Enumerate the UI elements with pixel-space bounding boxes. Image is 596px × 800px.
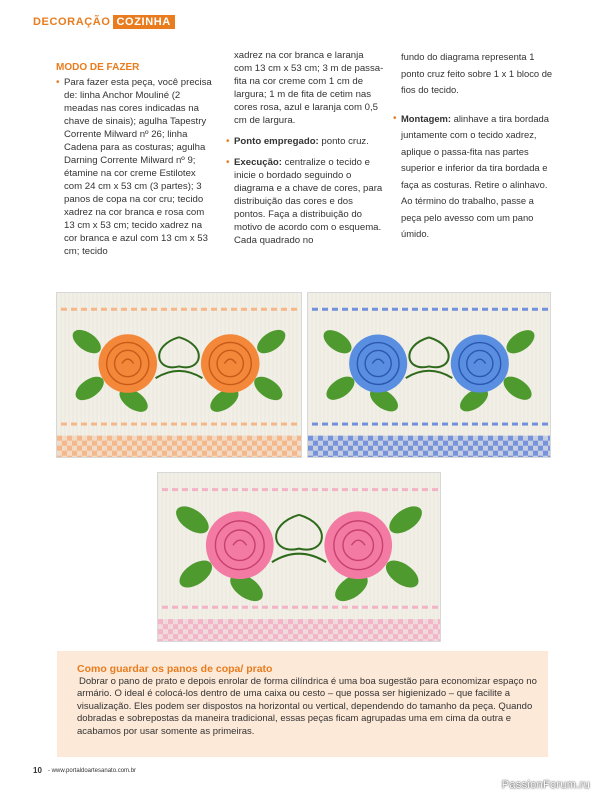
ribbon-stitch xyxy=(442,308,448,311)
ribbon-stitch xyxy=(171,423,177,426)
ribbon-stitch xyxy=(322,606,328,609)
page-number: 10 xyxy=(33,766,42,775)
page-header xyxy=(33,15,175,29)
ribbon-stitch xyxy=(211,423,217,426)
ribbon-stitch xyxy=(542,423,548,426)
ribbon-stitch xyxy=(252,488,258,491)
ribbon-stitch xyxy=(291,423,297,426)
column-3 xyxy=(393,49,553,243)
ribbon-stitch xyxy=(422,308,428,311)
ribbon-stitch xyxy=(222,606,228,609)
ribbon-stitch xyxy=(151,308,157,311)
ribbon-stitch xyxy=(212,488,218,491)
ribbon-stitch xyxy=(201,308,207,311)
ribbon-stitch xyxy=(242,488,248,491)
ribbon-stitch xyxy=(462,423,468,426)
ribbon-stitch xyxy=(241,423,247,426)
ribbon-stitch xyxy=(251,308,257,311)
ribbon-stitch xyxy=(392,488,398,491)
stitch-text: ponto cruz. xyxy=(318,136,369,147)
execution-label: Execução: xyxy=(234,157,282,168)
ribbon-stitch xyxy=(522,423,528,426)
stitch-item xyxy=(226,135,384,148)
ribbon-stitch xyxy=(332,488,338,491)
ribbon-stitch xyxy=(392,423,398,426)
ribbon-stitch xyxy=(332,423,338,426)
category-label: COZINHA xyxy=(113,15,175,29)
ribbon-stitch xyxy=(472,423,478,426)
assembly-item xyxy=(393,111,553,243)
ribbon-stitch xyxy=(91,308,97,311)
stitch-label: Ponto empregado: xyxy=(234,136,319,147)
ribbon-stitch xyxy=(101,423,107,426)
ribbon-stitch xyxy=(131,308,137,311)
tip-text: Dobrar o pano de prato e depois enrolar de forma cilíndrica é uma boa sugestão para economizar espaço no armário. O ideal é colocá-los dentro de uma caixa ou cesto – que possa ser higienizado – que facilite a visualização. Eles podem ser dispostos na horizontal ou vertical, dependendo do tamanho da peça. Quando dobradas e sobrepostas da maneira tradicional, essas peças ficam agrupadas uma em cima da outra e acabamos por usar somente as primeiras. xyxy=(77,676,537,737)
ribbon-stitch xyxy=(262,488,268,491)
execution-text: centralize o tecido e inicie o bordado seguindo o diagrama e a chave de cores, para distribuição das cores e dos pontos. Faça a distribuição do motivo de acordo com o esquema. Cada quadrado no xyxy=(234,157,383,246)
ribbon-stitch xyxy=(271,308,277,311)
ribbon-stitch xyxy=(502,423,508,426)
ribbon-stitch xyxy=(302,488,308,491)
ribbon-stitch xyxy=(261,308,267,311)
ribbon-stitch xyxy=(322,488,328,491)
ribbon-stitch xyxy=(221,308,227,311)
section-title: MODO DE FAZER xyxy=(56,62,140,73)
ribbon-stitch xyxy=(231,308,237,311)
ribbon-stitch xyxy=(532,423,538,426)
column-1 xyxy=(56,61,214,258)
tip-title: Como guardar os panos de copa/ prato xyxy=(77,663,273,675)
ribbon-stitch xyxy=(151,423,157,426)
ribbon-stitch xyxy=(171,308,177,311)
ribbon-stitch xyxy=(362,606,368,609)
ribbon-stitch xyxy=(121,423,127,426)
ribbon-stitch xyxy=(482,423,488,426)
ribbon-stitch xyxy=(101,308,107,311)
ribbon-stitch xyxy=(192,606,198,609)
ribbon-stitch xyxy=(402,308,408,311)
ribbon-stitch xyxy=(272,606,278,609)
ribbon-stitch xyxy=(372,423,378,426)
ribbon-stitch xyxy=(161,308,167,311)
ribbon-stitch xyxy=(81,308,87,311)
ribbon-stitch xyxy=(282,488,288,491)
ribbon-stitch xyxy=(452,423,458,426)
ribbon-stitch xyxy=(131,423,137,426)
photo-pink-towel xyxy=(157,472,441,642)
ribbon-stitch xyxy=(192,488,198,491)
ribbon-stitch xyxy=(211,308,217,311)
assembly-label: Montagem: xyxy=(401,112,451,124)
towel-illustration xyxy=(57,293,301,457)
photo-orange-towel xyxy=(56,292,302,458)
ribbon-stitch xyxy=(292,488,298,491)
ribbon-stitch xyxy=(352,488,358,491)
ribbon-stitch xyxy=(372,308,378,311)
ribbon-stitch xyxy=(352,606,358,609)
ribbon-stitch xyxy=(111,308,117,311)
ribbon-stitch xyxy=(221,423,227,426)
ribbon-stitch xyxy=(282,606,288,609)
ribbon-stitch xyxy=(442,423,448,426)
ribbon-stitch xyxy=(342,606,348,609)
ribbon-stitch xyxy=(212,606,218,609)
ribbon-stitch xyxy=(382,423,388,426)
ribbon-stitch xyxy=(291,308,297,311)
ribbon-stitch xyxy=(71,423,77,426)
ribbon-stitch xyxy=(512,423,518,426)
towel-illustration xyxy=(308,293,550,457)
ribbon-stitch xyxy=(432,423,438,426)
materials-text: • Para fazer esta peça, você precisa de: linha Anchor Mouliné (2 meadas nas cores indicadas na chave de sinais); agulha Tapestry Corrente Milward nº 26; linha Cadena para as costuras; agulha Darning Corrente Milward nº 9; étamine na cor creme Estilotex com 24 cm x 53 cm (3 partes); 3 panos de copa na cor cru; tecido xadrez na cor branca e rosa com 13 cm x 53 cm; tecido xadrez na cor branca e azul com 13 cm x 53 cm; tecido xyxy=(56,76,214,258)
ribbon-stitch xyxy=(312,308,318,311)
fabric xyxy=(57,293,301,457)
watermark: PassionForum.ru xyxy=(501,779,590,791)
ribbon-stitch xyxy=(382,308,388,311)
ribbon-stitch xyxy=(181,308,187,311)
ribbon-stitch xyxy=(502,308,508,311)
ribbon-stitch xyxy=(322,423,328,426)
materials-continuation: xadrez na cor branca e laranja com 13 cm x 53 cm; 3 m de passa-fita na cor creme com 1 cm de largura; 1 m de fita de cetim nas cores rosa, azul e laranja com 0,5 cm de largura. xyxy=(234,50,384,126)
photo-blue-towel xyxy=(307,292,551,458)
ribbon-stitch xyxy=(402,606,408,609)
ribbon-stitch xyxy=(382,606,388,609)
ribbon-stitch xyxy=(362,423,368,426)
ribbon-stitch xyxy=(312,606,318,609)
ribbon-stitch xyxy=(342,488,348,491)
ribbon-stitch xyxy=(342,423,348,426)
ribbon-stitch xyxy=(352,423,358,426)
section-label: DECORAÇÃO xyxy=(33,16,111,28)
ribbon-stitch xyxy=(452,308,458,311)
ribbon-stitch xyxy=(392,606,398,609)
ribbon-stitch xyxy=(81,423,87,426)
ribbon-stitch xyxy=(232,606,238,609)
ribbon-stitch xyxy=(472,308,478,311)
ribbon-stitch xyxy=(422,423,428,426)
ribbon-stitch xyxy=(251,423,257,426)
ribbon-stitch xyxy=(162,606,168,609)
ribbon-stitch xyxy=(61,423,67,426)
ribbon-stitch xyxy=(432,308,438,311)
ribbon-stitch xyxy=(191,308,197,311)
ribbon-stitch xyxy=(532,308,538,311)
ribbon-stitch xyxy=(362,308,368,311)
ribbon-stitch xyxy=(182,488,188,491)
ribbon-stitch xyxy=(312,488,318,491)
fabric xyxy=(308,293,550,457)
ribbon-stitch xyxy=(412,308,418,311)
ribbon-stitch xyxy=(312,423,318,426)
execution-continuation: fundo do diagrama representa 1 ponto cruz feito sobre 1 x 1 bloco de fios do tecido. xyxy=(401,51,553,95)
ribbon-stitch xyxy=(241,308,247,311)
ribbon-stitch xyxy=(141,308,147,311)
ribbon-stitch xyxy=(202,488,208,491)
ribbon-stitch xyxy=(272,488,278,491)
ribbon-stitch xyxy=(161,423,167,426)
footer-url: - www.portaldoartesanato.com.br xyxy=(48,768,137,774)
ribbon-stitch xyxy=(462,308,468,311)
ribbon-stitch xyxy=(432,488,438,491)
ribbon-stitch xyxy=(412,488,418,491)
ribbon-stitch xyxy=(242,606,248,609)
ribbon-stitch xyxy=(261,423,267,426)
ribbon-stitch xyxy=(182,606,188,609)
ribbon-stitch xyxy=(392,308,398,311)
ribbon-stitch xyxy=(332,606,338,609)
ribbon-stitch xyxy=(281,308,287,311)
ribbon-stitch xyxy=(322,308,328,311)
ribbon-stitch xyxy=(382,488,388,491)
execution-item xyxy=(226,156,384,247)
ribbon-stitch xyxy=(172,488,178,491)
ribbon-stitch xyxy=(512,308,518,311)
ribbon-stitch xyxy=(482,308,488,311)
ribbon-stitch xyxy=(402,488,408,491)
ribbon-stitch xyxy=(372,606,378,609)
ribbon-stitch xyxy=(191,423,197,426)
tip-box xyxy=(57,651,548,757)
ribbon-stitch xyxy=(141,423,147,426)
towel-illustration xyxy=(158,473,440,641)
ribbon-stitch xyxy=(352,308,358,311)
ribbon-stitch xyxy=(492,308,498,311)
ribbon-stitch xyxy=(302,606,308,609)
ribbon-stitch xyxy=(91,423,97,426)
ribbon-stitch xyxy=(342,308,348,311)
ribbon-stitch xyxy=(61,308,67,311)
ribbon-stitch xyxy=(202,606,208,609)
ribbon-stitch xyxy=(372,488,378,491)
ribbon-stitch xyxy=(232,488,238,491)
ribbon-stitch xyxy=(262,606,268,609)
ribbon-stitch xyxy=(432,606,438,609)
fabric xyxy=(158,473,440,641)
ribbon-stitch xyxy=(402,423,408,426)
ribbon-stitch xyxy=(271,423,277,426)
assembly-text: alinhave a tira bordada juntamente com o tecido xadrez, aplique o passa-fita nas partes superior e inferior da tira bordada e faça as costuras. Retire o alinhavo. Ao término do trabalho, passe a peça pelo avesso com um pano úmido. xyxy=(401,112,549,239)
ribbon-stitch xyxy=(71,308,77,311)
ribbon-stitch xyxy=(162,488,168,491)
ribbon-stitch xyxy=(201,423,207,426)
ribbon-stitch xyxy=(412,606,418,609)
ribbon-stitch xyxy=(222,488,228,491)
ribbon-stitch xyxy=(522,308,528,311)
ribbon-stitch xyxy=(292,606,298,609)
ribbon-stitch xyxy=(252,606,258,609)
ribbon-stitch xyxy=(111,423,117,426)
ribbon-stitch xyxy=(362,488,368,491)
ribbon-stitch xyxy=(231,423,237,426)
ribbon-stitch xyxy=(332,308,338,311)
ribbon-stitch xyxy=(121,308,127,311)
ribbon-stitch xyxy=(281,423,287,426)
ribbon-stitch xyxy=(172,606,178,609)
ribbon-stitch xyxy=(181,423,187,426)
ribbon-stitch xyxy=(492,423,498,426)
ribbon-stitch xyxy=(412,423,418,426)
ribbon-stitch xyxy=(542,308,548,311)
ribbon-stitch xyxy=(422,488,428,491)
column-2 xyxy=(226,49,384,247)
ribbon-stitch xyxy=(422,606,428,609)
